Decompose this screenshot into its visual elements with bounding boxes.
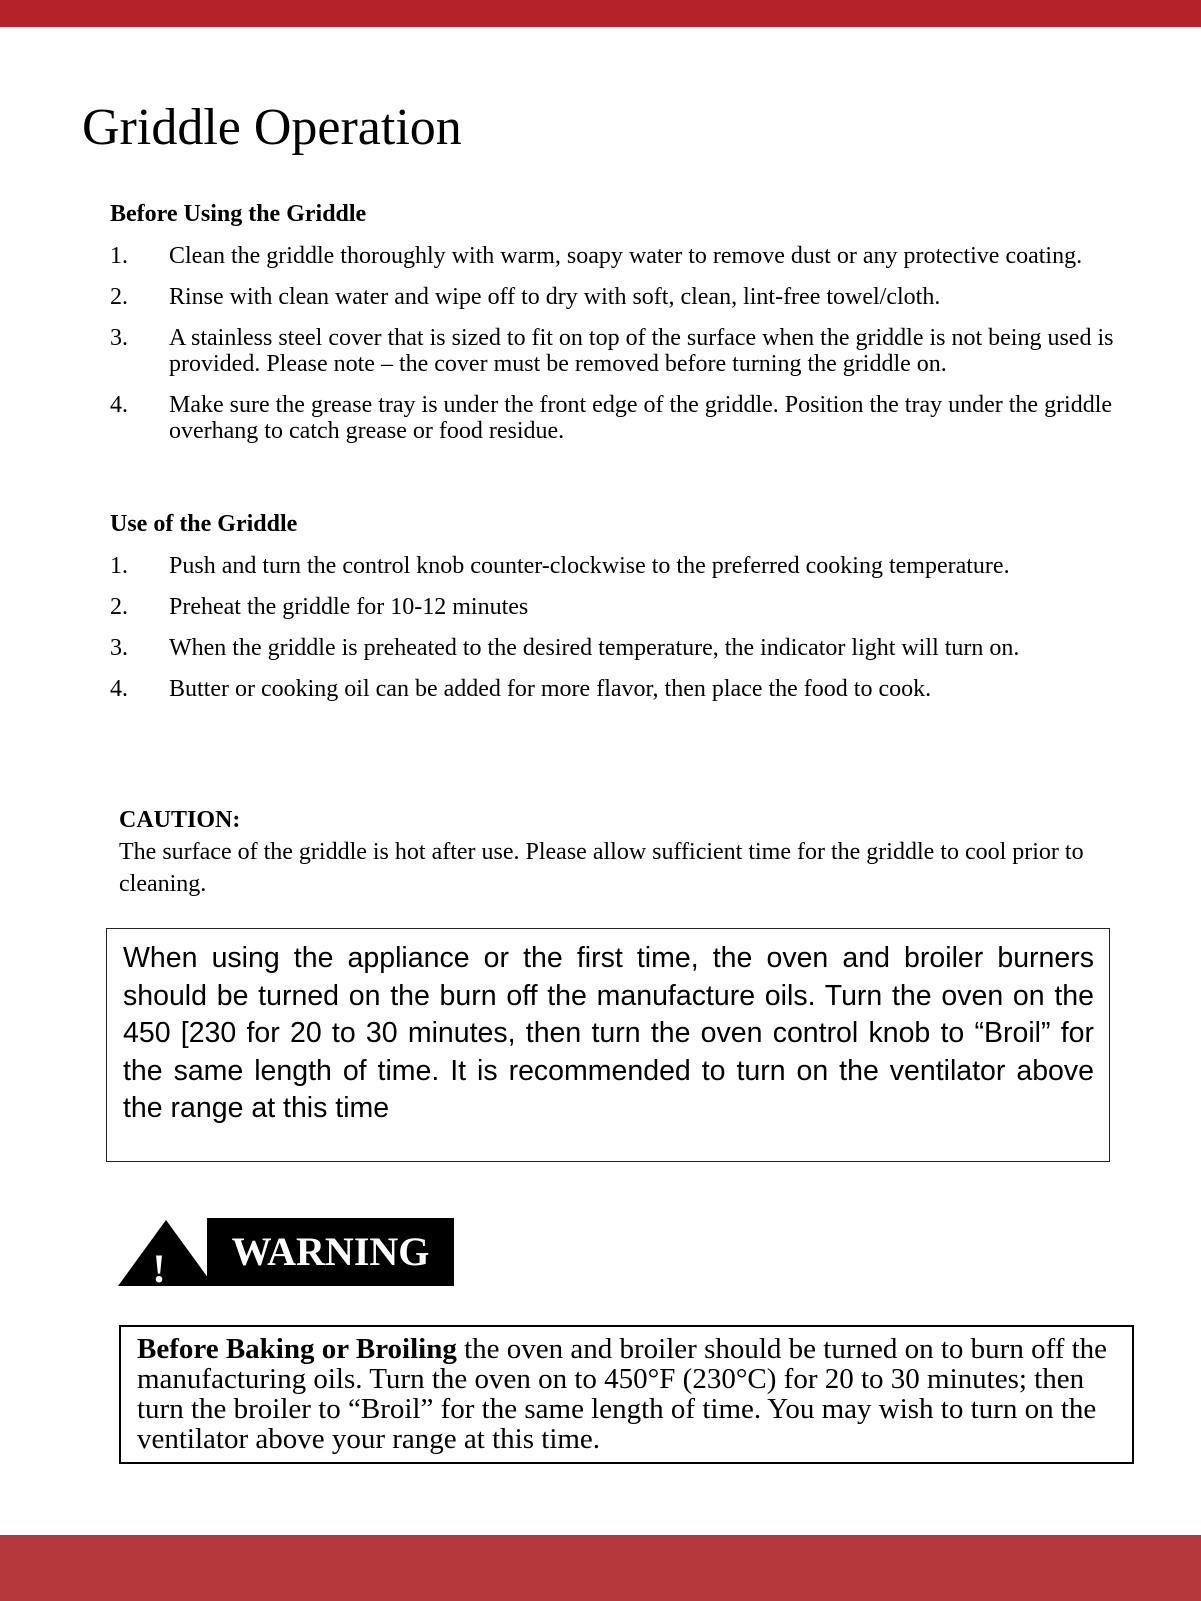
first-use-notice-box — [106, 928, 1110, 1162]
item-text: Preheat the griddle for 10-12 minutes — [169, 594, 529, 620]
item-number: 1. — [110, 553, 128, 579]
list-item — [110, 553, 1120, 579]
item-text: Make sure the grease tray is under the front edge of the griddle. Position the tray under the griddle overhang to catch grease or food residue. — [169, 392, 1113, 444]
notice-text: When using the appliance or the first time, the oven and broiler burners should be turned on the burn off the manufacture oils. Turn the oven on the 450 [230 for 20 to 30 minutes, then turn the oven control knob to “Broil” for the same length of time. It is recommended to turn on the ventilator above the range at this time — [123, 942, 1094, 1124]
item-number: 3. — [110, 635, 128, 661]
use-griddle-list — [110, 553, 1120, 717]
item-number: 1. — [110, 243, 128, 269]
warning-text: the oven and broiler should be turned on to burn off the manufacturing oils. Turn the oven on to 450°F (230°C) for 20 to 30 minutes; then turn the broiler to “Broil” for the same length of time. You may wish to turn on the ventilator above your range at this time. — [137, 1333, 1108, 1455]
item-text: When the griddle is preheated to the desired temperature, the indicator light will turn on. — [169, 635, 1020, 661]
item-text: Butter or cooking oil can be added for more flavor, then place the food to cook. — [169, 676, 932, 702]
item-number: 4. — [110, 392, 128, 418]
before-using-heading: Before Using the Griddle — [110, 201, 367, 227]
list-item — [110, 392, 1120, 444]
item-text: Push and turn the control knob counter-clockwise to the preferred cooking temperature. — [169, 553, 1010, 579]
caution-heading: CAUTION: — [119, 807, 241, 833]
warning-label: WARNING — [207, 1218, 454, 1286]
list-item — [110, 676, 1120, 702]
item-text: Rinse with clean water and wipe off to dry with soft, clean, lint-free towel/cloth. — [169, 284, 941, 310]
warning-lead: Before Baking or Broiling — [137, 1333, 457, 1365]
list-item — [110, 325, 1120, 377]
top-bar — [0, 0, 1201, 27]
item-text: A stainless steel cover that is sized to fit on top of the surface when the griddle is not being used is provided. Please note – the cover must be removed before turning the griddle on. — [169, 325, 1114, 377]
item-text: Clean the griddle thoroughly with warm, soapy water to remove dust or any protective coating. — [169, 243, 1083, 269]
list-item — [110, 243, 1120, 269]
warning-text-box — [119, 1325, 1134, 1464]
warning-exclamation-mark: ! — [152, 1246, 166, 1288]
list-item — [110, 635, 1120, 661]
item-number: 3. — [110, 325, 128, 351]
caution-text: The surface of the griddle is hot after use. Please allow sufficient time for the griddle to cool prior to cleaning. — [119, 839, 1084, 897]
page-title: Griddle Operation — [82, 99, 462, 156]
item-number: 4. — [110, 676, 128, 702]
item-number: 2. — [110, 594, 128, 620]
item-number: 2. — [110, 284, 128, 310]
warning-triangle-icon — [118, 1218, 214, 1288]
before-using-list — [110, 243, 1120, 459]
bottom-bar — [0, 1535, 1201, 1601]
list-item — [110, 594, 1120, 620]
use-griddle-heading: Use of the Griddle — [110, 511, 298, 537]
list-item — [110, 284, 1120, 310]
